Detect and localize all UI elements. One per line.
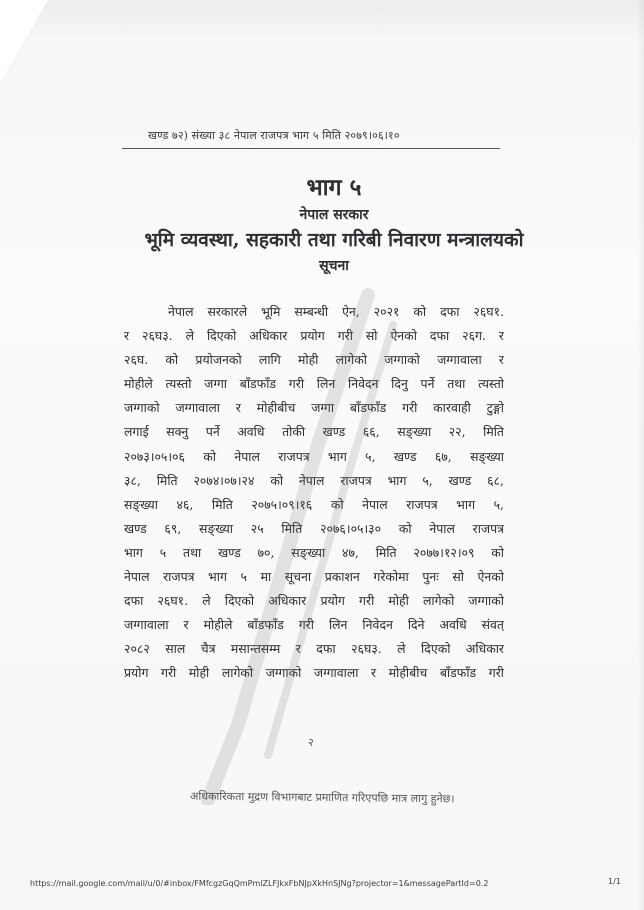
body-line: ३८, मिति २०७४।०७।२४ को नेपाल राजपत्र भाग ५, खण्ड ६८, [124,472,504,488]
body-line: प्रयोग गरी मोही लागेको जग्गाको जग्गावाला र मोहीबीच बाँडफाँड गरी [124,665,504,681]
header-rule [122,148,500,149]
body-line: २०७३।०५।०६ को नेपाल राजपत्र भाग ५, खण्ड ६७, सङ्ख्या [124,448,504,464]
body-line: दफा २६घ१. ले दिएको अधिकार प्रयोग गरी मोही लागेको जग्गाको [124,593,504,609]
gazette-header: खण्ड ७२) संख्या ३८ नेपाल राजपत्र भाग ५ मिति २०७९।०६।१० [148,129,400,142]
notice-body [124,300,504,686]
body-line: सङ्ख्या ४६, मिति २०७५।०९।१६ को नेपाल राजपत्र भाग ५, [124,496,504,512]
body-line: जग्गावाला र मोहीले बाँडफाँड गरी लिन निवेदन दिने अवधि संवत् [124,617,504,633]
folded-corner [0,0,48,82]
page-number: २ [308,736,314,749]
print-page-count: 1/1 [608,877,621,886]
print-url: https://mail.google.com/mail/u/0/#inbox/FMfcgzGqQmPmlZLFJkxFbNJpXkHnSJNg?projector=1&messagePartId=0.2 [30,879,489,888]
part-title: भाग ५ [306,174,362,201]
body-line: र २६घ३. ले दिएको अधिकार प्रयोग गरी सो ऐनको दफा २६ग. र [124,328,504,344]
body-line: जग्गाको जग्गावाला र मोहीबीच जग्गा बाँडफाँड गरी कारवाही टुङ्गो [124,400,504,416]
body-line: मोहीले त्यस्तो जग्गा बाँडफाँड गरी लिन निवेदन दिनु पर्ने तथा त्यस्तो [124,376,504,392]
page-edge-shadow [638,0,644,910]
body-line: २६घ. को प्रयोजनको लागि मोही लागेको जग्गाको जग्गावाला र [124,352,504,368]
body-line: लगाई सक्नु पर्ने अवधि तोकी खण्ड ६६, सङ्ख्या २२, मिति [124,424,504,440]
ministry-name: भूमि व्यवस्था, सहकारी तथा गरिबी निवारण मन्त्रालयको [144,229,524,251]
authenticity-note: अधिकारिकता मुद्रण विभागबाट प्रमाणित गरिएपछि मात्र लागु हुनेछ। [189,789,455,806]
body-line: नेपाल सरकारले भूमि सम्बन्धी ऐन, २०२१ को दफा २६घ१. [168,304,504,319]
government-name: नेपाल सरकार [299,207,369,223]
body-line: २०८२ साल चैत्र मसान्तसम्म र दफा २६घ३. ले दिएको अधिकार [124,641,504,657]
scan-shadow [0,0,644,40]
body-line: भाग ५ तथा खण्ड ७०, सङ्ख्या ४७, मिति २०७७।१२।०९ को [124,544,504,560]
body-line: खण्ड ६९, सङ्ख्या २५ मिति २०७६।०५।३० को नेपाल राजपत्र [124,520,504,536]
body-line: नेपाल राजपत्र भाग ५ मा सूचना प्रकाशन गरेकोमा पुनः सो ऐनको [124,569,504,585]
notice-heading: सूचना [319,258,349,274]
